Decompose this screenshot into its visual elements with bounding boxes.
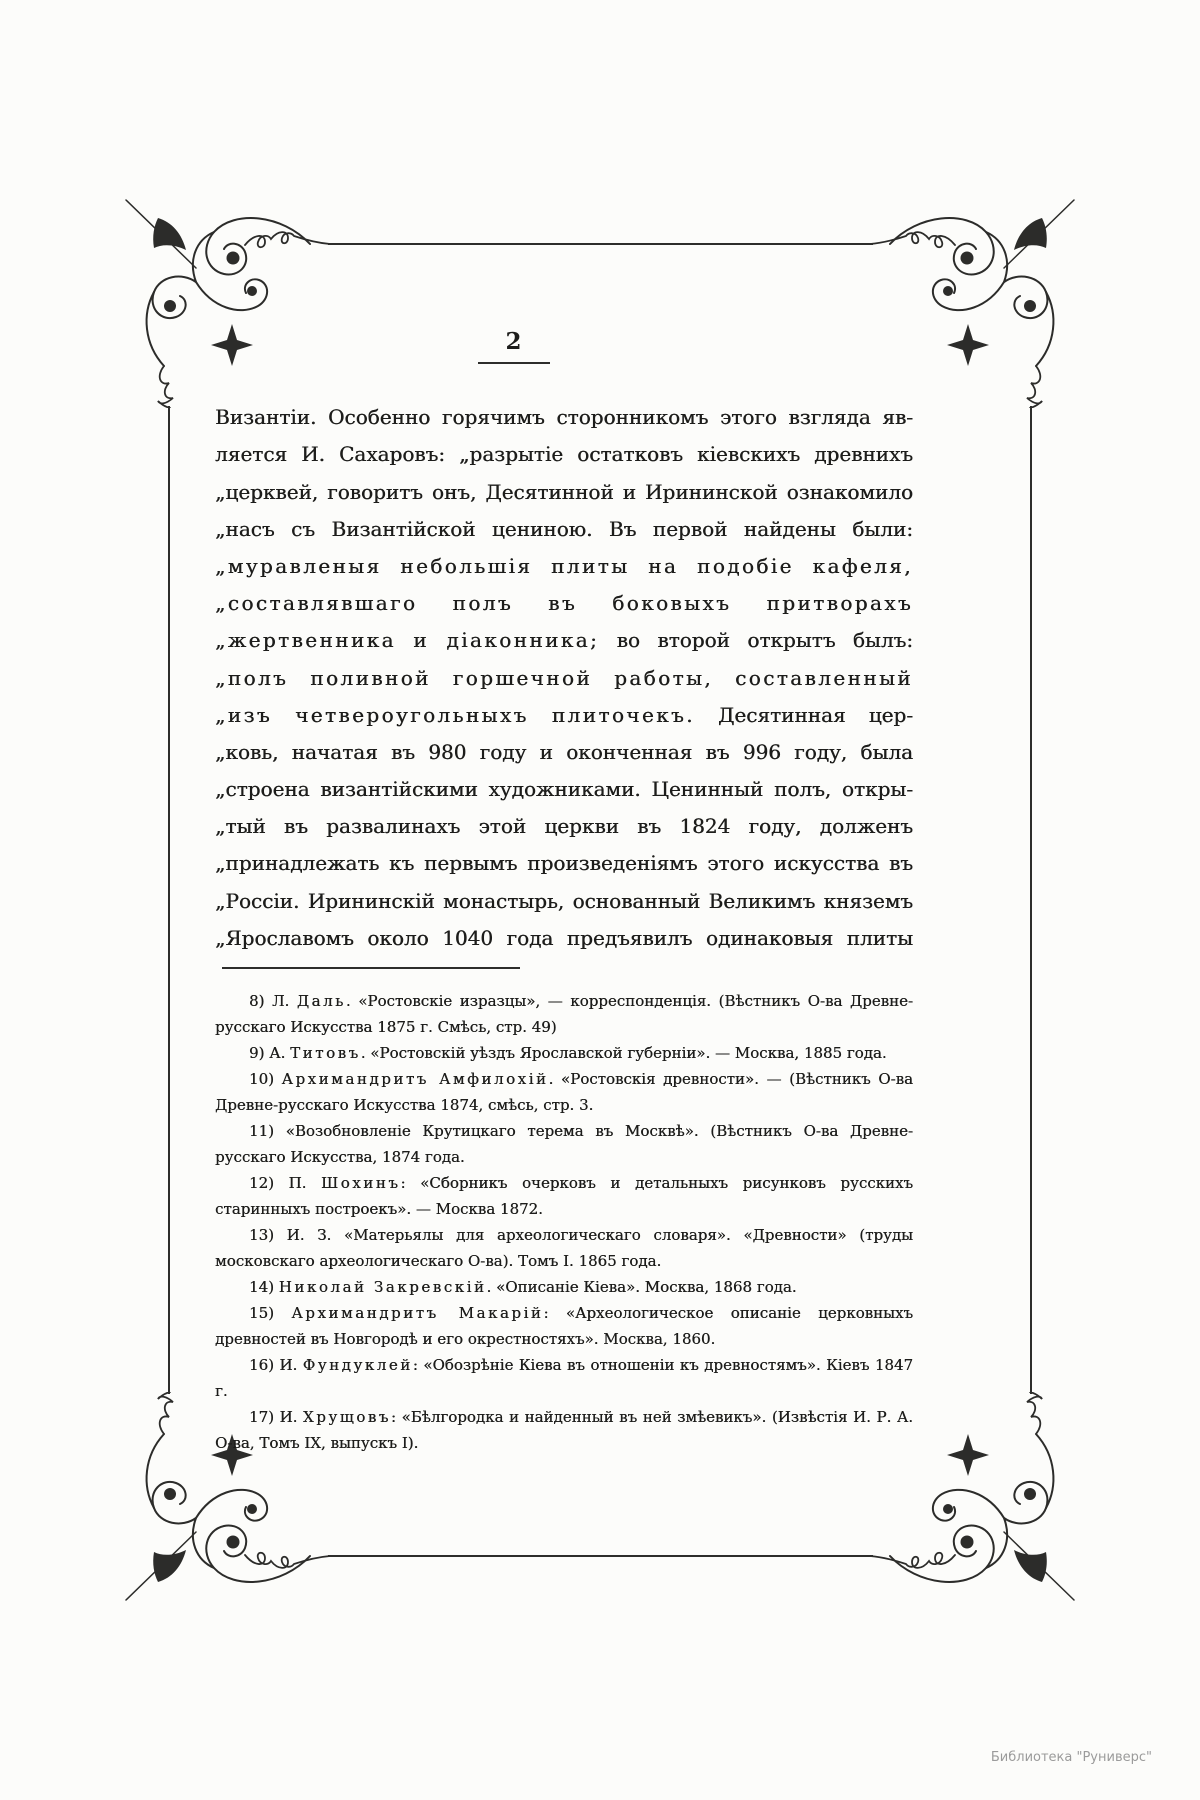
word: этого: [719, 405, 777, 430]
text-line: [215, 801, 913, 838]
footnote: [215, 988, 913, 1040]
footnote-author-name: Хрущовъ: [302, 1408, 391, 1426]
word: сторонникомъ: [556, 405, 709, 430]
word: монастырь,: [443, 888, 565, 913]
footnote-text: 11) «Возобновленіе Крутицкаго терема въ Москвѣ». (Вѣстникъ О-ва Древне-русскаго Искусства, 1874 года.: [215, 1122, 913, 1166]
footnote-separator-rule: [222, 967, 520, 969]
word: произведеніямъ: [527, 851, 698, 876]
word: съ: [291, 516, 315, 541]
word: работы,: [614, 665, 714, 690]
word: искусства: [773, 851, 880, 876]
word: около: [367, 925, 429, 950]
footnote-text: 12) П.: [249, 1174, 321, 1192]
footnote-author-name: Фундуклей: [302, 1356, 413, 1374]
word: во: [616, 628, 640, 653]
word: Ценинный: [651, 777, 764, 802]
frame-border-top: [328, 243, 873, 245]
footnote-text: 17) И.: [249, 1408, 303, 1426]
text-line: [215, 913, 913, 950]
word: плиты: [846, 925, 913, 950]
word: византійскими: [320, 777, 478, 802]
word: княземъ: [823, 888, 913, 913]
word: четвероугольныхъ: [295, 702, 529, 727]
word: году: [479, 739, 527, 764]
word: „жертвенника: [215, 628, 396, 653]
footnote-text: : «Сборникъ очерковъ и детальныхъ рисунковъ русскихъ старинныхъ построекъ». — Москва 1872.: [215, 1174, 913, 1218]
footnote-author-name: Архимандритъ Макарій: [291, 1304, 544, 1322]
word: Византіи.: [215, 405, 317, 430]
word: была: [860, 739, 913, 764]
word: открытъ: [747, 628, 836, 653]
word: и: [413, 628, 429, 653]
word: году,: [794, 739, 848, 764]
word: были:: [852, 516, 913, 541]
word: 980: [428, 739, 467, 764]
word: поливной: [310, 665, 431, 690]
word: Великимъ: [708, 888, 816, 913]
footnote-text: : «Бѣлгородка и найденный въ ней змѣевикъ». (Извѣстія И. Р. А. О-ва, Томъ IX, выпускъ I).: [215, 1408, 913, 1452]
word: предъявилъ: [566, 925, 693, 950]
word: 1040: [442, 925, 493, 950]
footnote: [215, 1404, 913, 1456]
word: діаконника;: [446, 628, 600, 653]
word: Византійской: [331, 516, 476, 541]
word: художниками.: [488, 777, 641, 802]
word: плиты: [551, 553, 630, 578]
word: откры-: [841, 777, 913, 802]
word: древнихъ: [814, 442, 913, 467]
word: горячимъ: [441, 405, 545, 430]
frame-border-left: [168, 406, 170, 1394]
word: первой: [652, 516, 728, 541]
word: „разрытіе: [459, 442, 564, 467]
text-line: [215, 615, 913, 652]
footnote-text: . «Описаніе Кіева». Москва, 1868 года.: [486, 1278, 797, 1296]
word: яв-: [882, 405, 913, 430]
footnote-author-name: Шохинъ: [321, 1174, 401, 1192]
text-line: [215, 541, 913, 578]
text-line: [215, 392, 913, 429]
word: и: [539, 739, 553, 764]
word: былъ:: [852, 628, 913, 653]
word: небольшія: [400, 553, 533, 578]
word: И.: [301, 442, 325, 467]
word: полъ: [452, 591, 513, 616]
word: начатая: [291, 739, 378, 764]
footnote: [215, 1352, 913, 1404]
word: въ: [705, 739, 730, 764]
word: остатковъ: [577, 442, 683, 467]
word: онъ,: [431, 479, 477, 504]
word: второй: [657, 628, 730, 653]
text-line: [215, 764, 913, 801]
footnote-text: 15): [249, 1304, 292, 1322]
frame-border-right: [1030, 406, 1032, 1394]
page-number: 2: [505, 328, 523, 355]
footnote-text: . «Ростовскій уѣздъ Ярославской губерніи». — Москва, 1885 года.: [360, 1044, 887, 1062]
footnote-text: 9) А.: [249, 1044, 291, 1062]
footnote: [215, 1118, 913, 1170]
footnote-author-name: Архимандритъ Амфилохій: [281, 1070, 549, 1088]
footnote-author-name: Титовъ: [290, 1044, 361, 1062]
frame-border-bottom: [328, 1555, 873, 1557]
footnote-text: 10): [249, 1070, 282, 1088]
word: 1824: [679, 814, 731, 839]
text-line: [215, 727, 913, 764]
text-line: [215, 504, 913, 541]
page-number-rule: [478, 362, 550, 364]
word: „составлявшаго: [215, 591, 418, 616]
word: этого: [707, 851, 765, 876]
text-line: [215, 578, 913, 615]
footnotes: [215, 988, 913, 1456]
word: взгляда: [788, 405, 871, 430]
footnote-text: 16) И.: [249, 1356, 303, 1374]
word: плиточекъ.: [551, 702, 695, 727]
footnote-author-name: Даль: [296, 992, 346, 1010]
word: Десятинной: [485, 479, 614, 504]
word: полъ,: [773, 777, 832, 802]
word: „муравленыя: [215, 553, 382, 578]
word: Особенно: [328, 405, 431, 430]
text-line: [215, 466, 913, 503]
footnote-text: : «Обозрѣніе Кіева въ отношеніи къ древностямъ». Кіевъ 1847 г.: [215, 1356, 913, 1400]
footnote: [215, 1274, 913, 1300]
word: въ: [548, 591, 577, 616]
word: 996: [742, 739, 781, 764]
word: горшечной: [452, 665, 593, 690]
main-text: [215, 392, 913, 950]
footnote-text: 13) И. З. «Матерьялы для археологическаго словаря». «Древности» (труды московскаго археологическаго О-ва). Томъ I. 1865 года.: [215, 1226, 913, 1270]
text-line: [215, 429, 913, 466]
footnote: [215, 1222, 913, 1274]
word: Сахаровъ:: [338, 442, 445, 467]
word: подобіе: [696, 553, 794, 578]
footnote-text: 14): [249, 1278, 279, 1296]
word: основанный: [572, 888, 701, 913]
word: на: [648, 553, 679, 578]
word: года: [506, 925, 554, 950]
word: „насъ: [215, 516, 275, 541]
word: притворахъ: [766, 591, 913, 616]
word: въ: [888, 851, 913, 876]
word: кіевскихъ: [697, 442, 801, 467]
word: „полъ: [215, 665, 289, 690]
word: въ: [283, 814, 308, 839]
word: „Россіи.: [215, 888, 300, 913]
text-line: [215, 652, 913, 689]
footnote-author-name: Николай Закревскій: [278, 1278, 487, 1296]
word: „Ярославомъ: [215, 925, 354, 950]
text-line: [215, 838, 913, 875]
word: и: [622, 479, 636, 504]
word: церкви: [544, 814, 619, 839]
word: „изъ: [215, 702, 272, 727]
word: развалинахъ: [326, 814, 461, 839]
word: цер-: [868, 702, 913, 727]
word: боковыхъ: [612, 591, 732, 616]
word: въ: [637, 814, 662, 839]
word: этой: [478, 814, 527, 839]
word: ознакомило: [786, 479, 913, 504]
word: найдены: [743, 516, 836, 541]
word: „ковь,: [215, 739, 279, 764]
footnote-text: : «Археологическое описаніе церковныхъ древностей въ Новгородѣ и его окрестностяхъ». Москва, 1860.: [215, 1304, 913, 1348]
library-watermark: Библиотека "Руниверс": [990, 1750, 1152, 1765]
footnote-text: . «Ростовскіе изразцы», — корреспонденція. (Вѣстникъ О-ва Древне-русскаго Искусства 1875 г. Смѣсь, стр. 49): [215, 992, 913, 1036]
word: „строена: [215, 777, 310, 802]
word: въ: [390, 739, 415, 764]
word: говоритъ: [327, 479, 423, 504]
footnote-text: . «Ростовскія древности». — (Вѣстникъ О-ва Древне-русскаго Искусства 1874, смѣсь, стр. 3.: [215, 1070, 913, 1114]
word: первымъ: [423, 851, 518, 876]
footnote: [215, 1040, 913, 1066]
word: „принадлежать: [215, 851, 380, 876]
word: Въ: [608, 516, 637, 541]
text-line: [215, 690, 913, 727]
word: Десятинная: [718, 702, 846, 727]
footnote: [215, 1170, 913, 1222]
word: году,: [748, 814, 802, 839]
word: цениною.: [491, 516, 593, 541]
word: Ирининской: [644, 479, 778, 504]
footnote: [215, 1300, 913, 1352]
word: „церквей,: [215, 479, 319, 504]
word: Ирининскій: [307, 888, 435, 913]
text-line: [215, 875, 913, 912]
word: „тый: [215, 814, 266, 839]
word: составленный: [735, 665, 913, 690]
corner-ornament-top-right-icon: [868, 188, 1088, 408]
word: ляется: [215, 442, 288, 467]
word: долженъ: [819, 814, 913, 839]
word: кафеля,: [812, 553, 913, 578]
word: одинаковыя: [705, 925, 834, 950]
corner-ornament-top-left-icon: [112, 188, 332, 408]
word: къ: [388, 851, 415, 876]
word: оконченная: [566, 739, 693, 764]
footnote-text: 8) Л.: [249, 992, 297, 1010]
footnote: [215, 1066, 913, 1118]
